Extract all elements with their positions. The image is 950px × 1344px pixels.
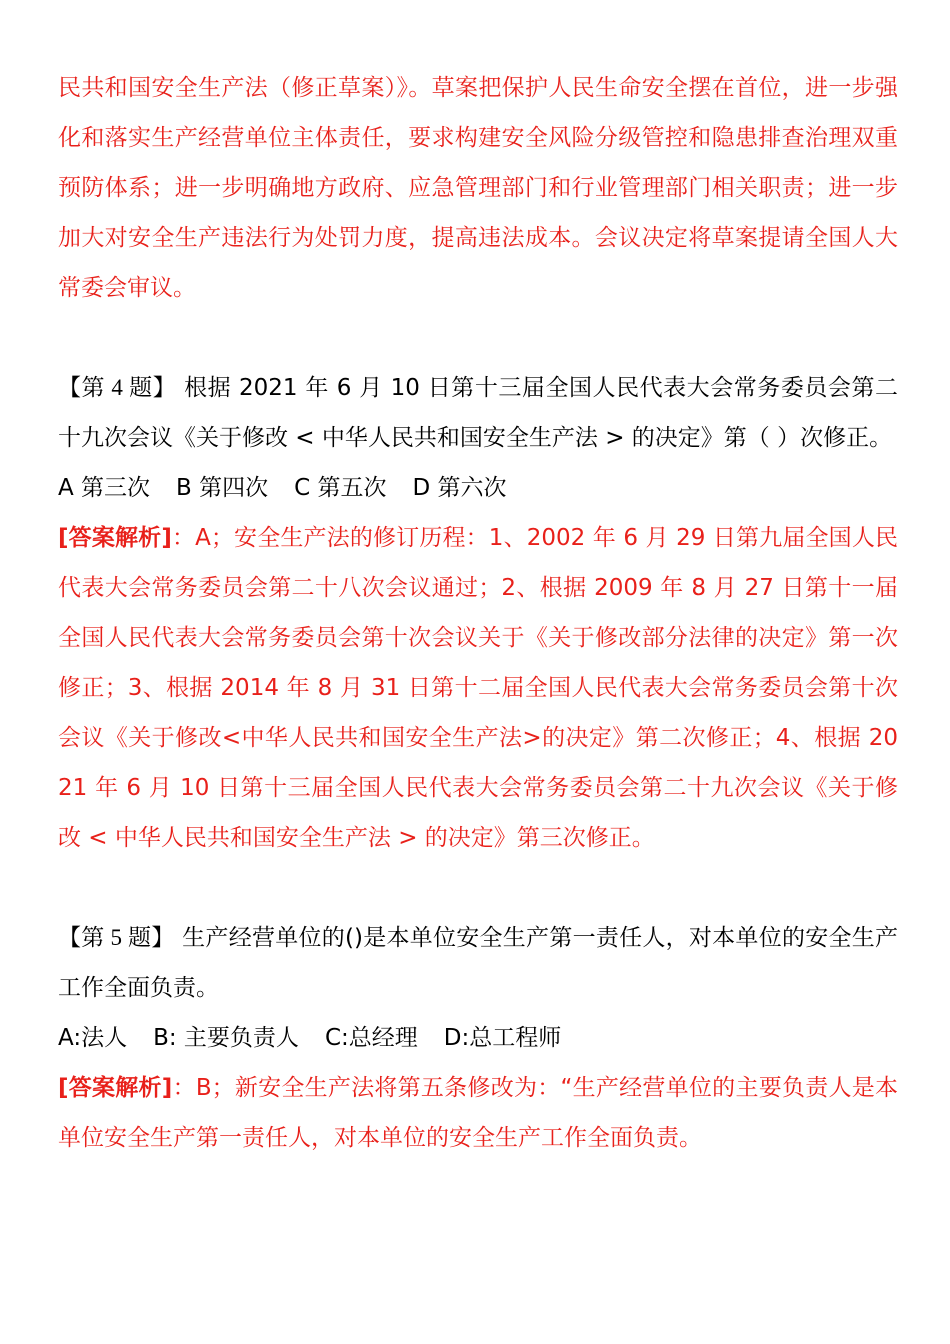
question-4-label: 【第 4 题】 (58, 375, 177, 400)
question-4-text: 根据 2021 年 6 月 10 日第十三届全国人民代表大会常务委员会第二十九次会议《关于修改 < 中华人民共和国安全生产法 > 的决定》第（ ）次修正。 (58, 375, 898, 451)
option-d: D:总工程师 (443, 1025, 562, 1051)
option-c: C 第五次 (294, 475, 387, 501)
option-c: C:总经理 (324, 1025, 418, 1051)
question-5-text: 生产经营单位的()是本单位安全生产第一责任人，对本单位的安全生产工作全面负责。 (58, 925, 899, 1001)
analysis-label: [答案解析] (58, 525, 172, 551)
option-a: A 第三次 (58, 475, 151, 501)
question-5-options (58, 1013, 898, 1063)
analysis-text: ：B；新安全生产法将第五条修改为：“生产经营单位的主要负责人是本单位安全生产第一责任人，对本单位的安全生产工作全面负责。 (58, 1075, 898, 1151)
spacer (58, 313, 898, 363)
question-5 (58, 913, 898, 1013)
analysis-text: ：A；安全生产法的修订历程：1、2002 年 6 月 29 日第九届全国人民代表大会常务委员会第二十八次会议通过；2、根据 2009 年 8 月 27 日第十一届全国人民代表大会常务委员会第十次会议关于《关于修改部分法律的决定》第一次修正；3、根据 2014 年 8 月 31 日第十二届全国人民代表大会常务委员会第十次会议《关于修改<中华人民共和国安全生产法>的决定》第二次修正；4、根据 2021 年 6 月 10 日第十三届全国人民代表大会常务委员会第二十九次会议《关于修改 < 中华人民共和国安全生产法 > 的决定》第三次修正。 (58, 525, 898, 851)
document-page (58, 63, 898, 1163)
option-d: D 第六次 (412, 475, 507, 501)
question-4 (58, 363, 898, 463)
question-5-analysis (58, 1063, 898, 1163)
analysis-label: [答案解析] (58, 1075, 173, 1101)
intro-paragraph: 民共和国安全生产法（修正草案）》。草案把保护人民生命安全摆在首位，进一步强化和落实生产经营单位主体责任，要求构建安全风险分级管控和隐患排查治理双重预防体系；进一步明确地方政府、应急管理部门和行业管理部门相关职责；进一步加大对安全生产违法行为处罚力度，提高违法成本。会议决定将草案提请全国人大常委会审议。 (58, 75, 898, 301)
question-4-analysis (58, 513, 898, 863)
question-4-options (58, 463, 898, 513)
spacer (58, 863, 898, 913)
question-5-label: 【第 5 题】 (58, 925, 175, 950)
option-a: A:法人 (58, 1025, 128, 1051)
option-b: B: 主要负责人 (153, 1025, 299, 1051)
option-b: B 第四次 (176, 475, 269, 501)
